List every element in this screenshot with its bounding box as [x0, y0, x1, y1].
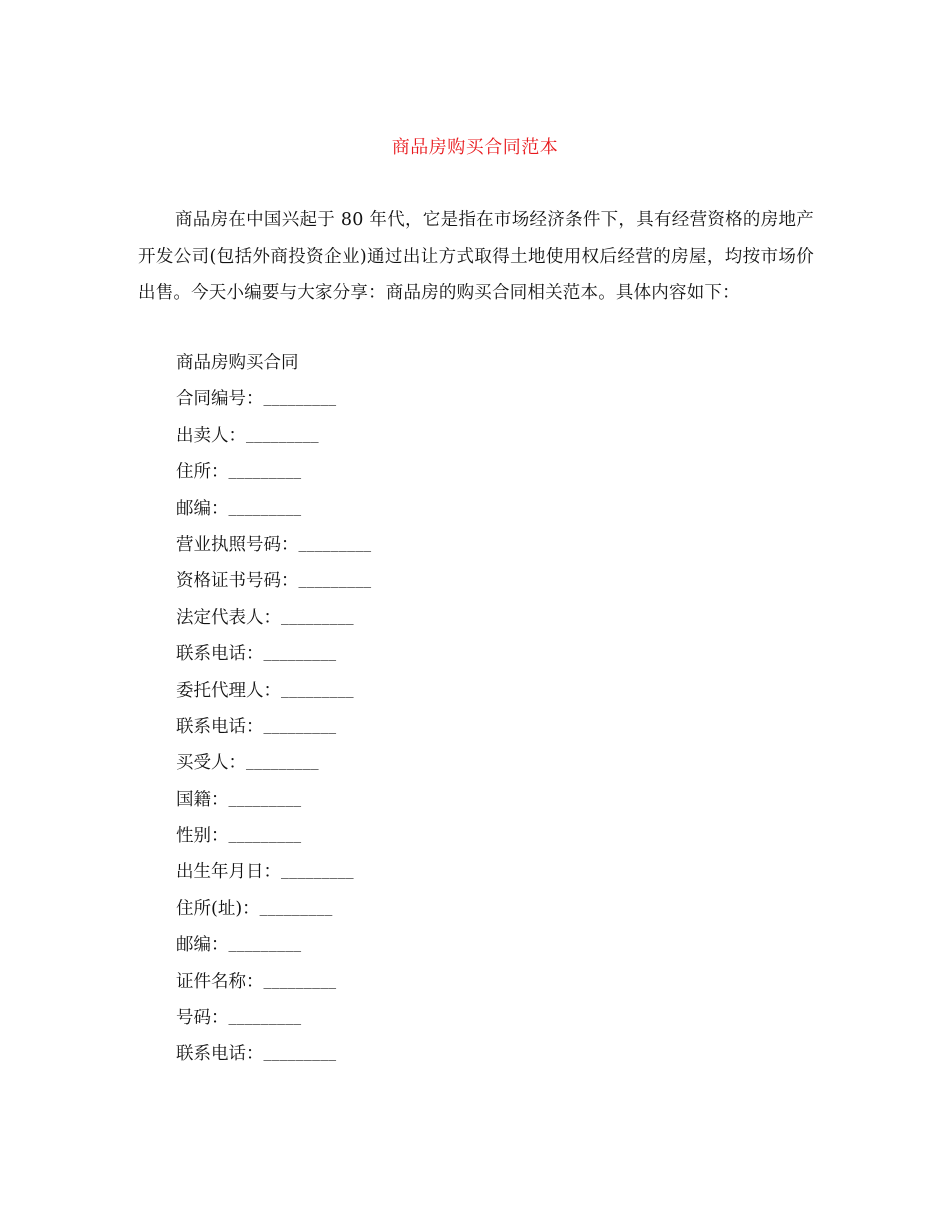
fill-blank: _________	[246, 429, 319, 445]
field-business-license: 营业执照号码：_________	[176, 527, 776, 563]
fill-blank: _________	[228, 830, 302, 846]
field-buyer-phone: 联系电话：_________	[176, 1036, 776, 1072]
fill-blank: _________	[281, 611, 354, 627]
fill-blank: _________	[228, 1012, 302, 1028]
field-buyer-address: 住所(址)：_________	[176, 891, 776, 927]
intro-paragraph: 商品房在中国兴起于 80 年代，它是指在市场经济条件下，具有经营资格的房地产开发公司(包括外商投资企业)通过出让方式取得土地使用权后经营的房屋，均按市场价出售。今天小编要与大家分享：商品房的购买合同相关范本。具体内容如下：	[138, 210, 814, 303]
fill-blank: _________	[263, 1048, 337, 1064]
field-buyer: 买受人：_________	[176, 745, 776, 781]
field-seller: 出卖人：_________	[176, 418, 776, 454]
fill-blank: _________	[263, 648, 337, 664]
field-nationality: 国籍：_________	[176, 782, 776, 818]
contract-fields	[176, 345, 776, 1073]
fill-blank: _________	[281, 684, 354, 700]
field-seller-postcode: 邮编：_________	[176, 491, 776, 527]
fill-blank: _________	[259, 902, 333, 918]
fill-blank: _________	[263, 720, 337, 736]
field-gender: 性别：_________	[176, 818, 776, 854]
field-qualification-cert: 资格证书号码：_________	[176, 563, 776, 599]
fill-blank: _________	[228, 939, 302, 955]
fill-blank: _________	[228, 502, 302, 518]
document-title: 商品房购买合同范本	[391, 137, 559, 158]
field-id-number: 号码：_________	[176, 1000, 776, 1036]
field-birthdate: 出生年月日：_________	[176, 854, 776, 890]
fill-blank: _________	[263, 975, 337, 991]
field-id-type: 证件名称：_________	[176, 964, 776, 1000]
field-seller-phone: 联系电话：_________	[176, 636, 776, 672]
field-agent: 委托代理人：_________	[176, 673, 776, 709]
fill-blank: _________	[298, 538, 372, 554]
fill-blank: _________	[281, 866, 354, 882]
fill-blank: _________	[263, 393, 337, 409]
fill-blank: _________	[228, 793, 302, 809]
field-buyer-postcode: 邮编：_________	[176, 927, 776, 963]
field-agent-phone: 联系电话：_________	[176, 709, 776, 745]
field-legal-rep: 法定代表人：_________	[176, 600, 776, 636]
field-seller-address: 住所：_________	[176, 454, 776, 490]
field-contract-number: 合同编号：_________	[176, 381, 776, 417]
fill-blank: _________	[228, 466, 302, 482]
fill-blank: _________	[246, 757, 319, 773]
contract-heading: 商品房购买合同	[176, 353, 299, 373]
fill-blank: _________	[298, 575, 372, 591]
